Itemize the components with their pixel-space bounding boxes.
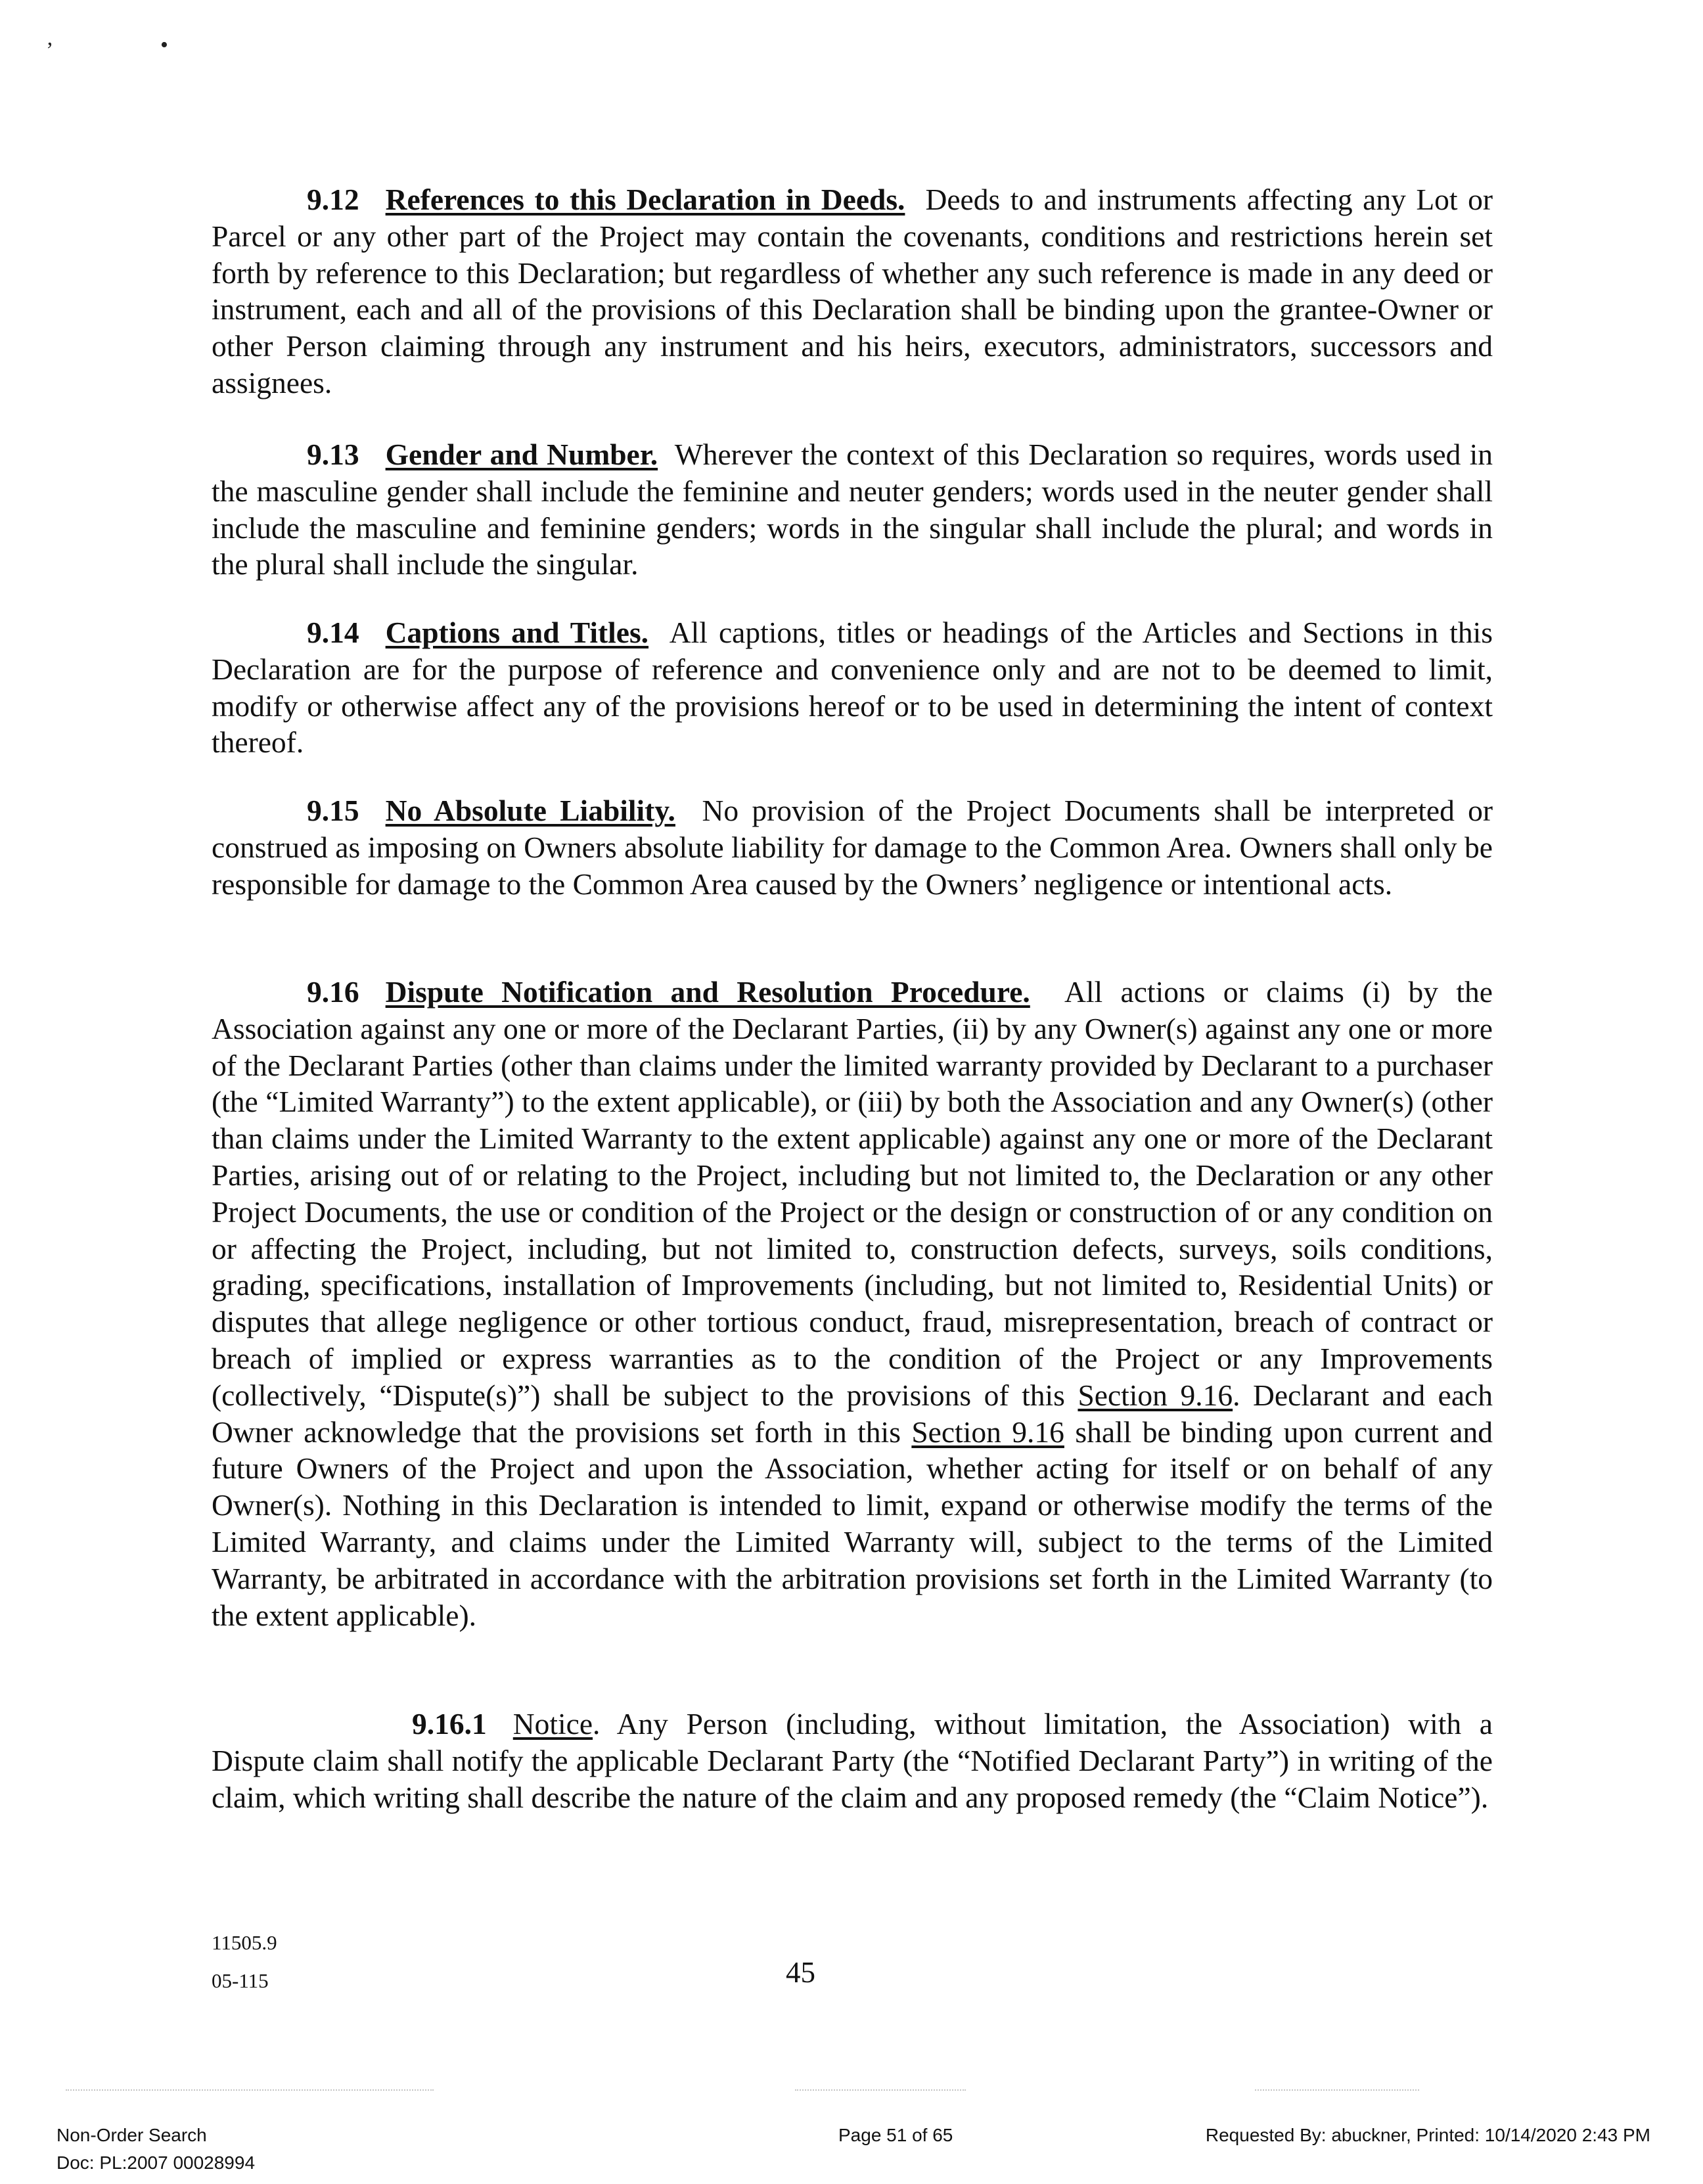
section-heading: Gender and Number. (385, 438, 658, 471)
section-number: 9.15 (307, 794, 359, 827)
footer-search-type: Non-Order Search (57, 2125, 207, 2145)
section-9-16-1 (212, 1706, 1493, 1815)
section-text: . Any Person (including, without limitation, the Association) with a Dispute claim shall notify the applicable Declarant Party (the “Notified Declarant Party”) in writing of the claim, which writing shall describe the nature of the claim and any proposed remedy (the “Claim Notice”). (212, 1707, 1493, 1814)
section-9-16 (212, 974, 1493, 1633)
stray-mark: • (160, 33, 168, 57)
section-cross-reference: Section 9.16 (911, 1415, 1064, 1449)
document-reference-number: 11505.9 (212, 1931, 277, 1954)
section-text: shall be binding upon current and future Owners of the Project and upon the Association, whether acting for itself or on behalf of any Owner(s). Nothing in this Declaration is intended to limit, expand or otherwise modify the terms of the Limited Warranty, and claims under the Limited Warranty will, subject to the terms of the Limited Warranty, be arbitrated in accordance with the arbitration provisions set forth in the Limited Warranty (to the extent applicable). (212, 1415, 1493, 1632)
page-number: 45 (786, 1956, 815, 1989)
section-9-13 (212, 436, 1493, 583)
section-number: 9.13 (307, 438, 359, 471)
section-text: All actions or claims (i) by the Association against any one or more of the Declarant Parties, (ii) by any Owner(s) against any one or more of the Declarant Parties (other than claims under the limited warranty provided by Declarant to a purchaser (the “Limited Warranty”) to the extent applicable), or (iii) by both the Association and any Owner(s) (other than claims under the Limited Warranty to the extent applicable) against any one or more of the Declarant Parties, arising out of or relating to the Project, including but not limited to, the Declaration or any other Project Documents, the use or condition of the Project or the design or construction of or any condition on or affecting the Project, including, but not limited to, construction defects, surveys, soils conditions, grading, specifications, installation of Improvements (including, but not limited to, Residential Units) or disputes that allege negligence or other tortious conduct, fraud, misrepresentation, breach of contract or breach of implied or express warranties as to the condition of the Project or any Improvements (collectively, “Dispute(s)”) shall be subject to the provisions of this (212, 975, 1493, 1412)
section-text: No provision of the Project Documents shall be interpreted or construed as imposing on Owners absolute liability for damage to the Common Area. Owners shall only be responsible for damage to the Common Area caused by the Owners’ negligence or intentional acts. (212, 794, 1493, 901)
stray-mark: ’ (46, 38, 54, 62)
document-reference-code: 05-115 (212, 1969, 269, 1992)
footer-doc-id: Doc: PL:2007 00028994 (57, 2152, 256, 2173)
section-heading: Notice (512, 1707, 593, 1740)
footer-requested-by: Requested By: abuckner, Printed: 10/14/2020 2:43 PM (1205, 2125, 1650, 2145)
section-9-14 (212, 614, 1493, 761)
section-9-15 (212, 792, 1493, 902)
section-number: 9.12 (307, 183, 359, 216)
section-9-12 (212, 181, 1493, 401)
scan-artifact-line (795, 2089, 966, 2092)
section-number: 9.16.1 (412, 1707, 487, 1740)
section-heading: Dispute Notification and Resolution Procedure. (385, 975, 1030, 1009)
scan-artifact-line (66, 2089, 434, 2092)
section-heading: Captions and Titles. (385, 616, 649, 649)
section-number: 9.16 (307, 975, 359, 1009)
section-text: Wherever the context of this Declaration so requires, words used in the masculine gender shall include the feminine and neuter genders; words used in the neuter gender shall include the masculine and feminine genders; words in the singular shall include the plural; and words in the plural shall include the singular. (212, 438, 1493, 581)
section-text: All captions, titles or headings of the Articles and Sections in this Declaration are for the purpose of reference and convenience only and are not to be deemed to limit, modify or otherwise affect any of the provisions hereof or to be used in determining the intent of context thereof. (212, 616, 1493, 760)
section-number: 9.14 (307, 616, 359, 649)
section-heading: No Absolute Liability. (385, 794, 675, 827)
scan-artifact-line (1255, 2089, 1419, 2092)
footer-page-count: Page 51 of 65 (838, 2125, 953, 2145)
section-text: Deeds to and instruments affecting any Lot or Parcel or any other part of the Project may contain the covenants, conditions and restrictions herein set forth by reference to this Declaration; but regardless of whether any such reference is made in any deed or instrument, each and all of the provisions of this Declaration shall be binding upon the grantee-Owner or other Person claiming through any instrument and his heirs, executors, administrators, successors and assignees. (212, 183, 1493, 399)
section-text: . Declarant and each Owner acknowledge that the provisions set forth in this (212, 1378, 1493, 1449)
section-cross-reference: Section 9.16 (1078, 1378, 1233, 1412)
section-heading: References to this Declaration in Deeds. (385, 183, 905, 216)
